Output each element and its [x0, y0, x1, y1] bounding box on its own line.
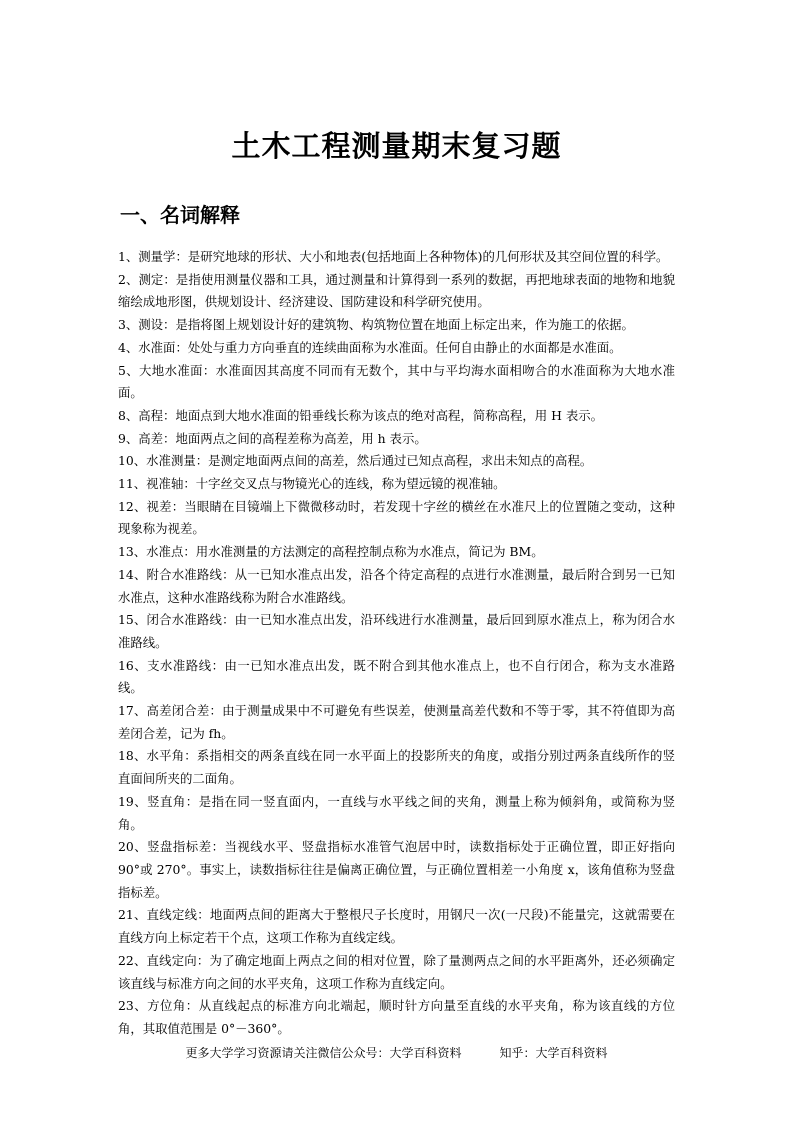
definition-entry: 8、高程：地面点到大地水准面的铅垂线长称为该点的绝对高程，简称高程，用 H 表示。 [118, 407, 604, 423]
definition-entry: 5、大地水准面：水准面因其高度不同而有无数个，其中与平均海水面相吻合的水准面称为大地水准面。 [118, 362, 675, 401]
definition-list [118, 246, 675, 1041]
definition-entry: 20、竖盘指标差：当视线水平、竖盘指标水准管气泡居中时，读数指标处于正确位置，即正好指向 90°或 270°。事实上，读数指标往往是偏离正确位置，与正确位置相差一小角度 x，该角值称为竖盘指标差。 [118, 839, 675, 900]
definition-entry: 14、附合水准路线：从一已知水准点出发，沿各个待定高程的点进行水准测量，最后附合到另一已知水准点，这种水准路线称为附合水准路线。 [118, 566, 675, 605]
definition-entry: 3、测设：是指将图上规划设计好的建筑物、构筑物位置在地面上标定出来，作为施工的依据。 [118, 317, 634, 333]
section-heading: 一、名词解释 [120, 203, 240, 227]
definition-entry: 13、水准点：用水准测量的方法测定的高程控制点称为水准点，简记为 BM。 [118, 544, 544, 560]
definition-entry: 21、直线定线：地面两点间的距离大于整根尺子长度时，用钢尺一次(一尺段)不能量完，这就需要在直线方向上标定若干个点，这项工作称为直线定线。 [118, 907, 675, 946]
definition-entry: 22、直线定向：为了确定地面上两点之间的相对位置，除了量测两点之间的水平距离外，还必须确定该直线与标准方向之间的水平夹角，这项工作称为直线定向。 [118, 952, 675, 991]
definition-entry: 2、测定：是指使用测量仪器和工具，通过测量和计算得到一系列的数据，再把地球表面的地物和地貌缩绘成地形图，供规划设计、经济建设、国防建设和科学研究使用。 [118, 271, 675, 310]
definition-entry: 9、高差：地面两点之间的高程差称为高差，用 h 表示。 [118, 430, 427, 446]
definition-entry: 4、水准面：处处与重力方向垂直的连续曲面称为水准面。任何自由静止的水面都是水准面。 [118, 339, 622, 355]
page-title: 土木工程测量期末复习题 [231, 129, 562, 163]
definition-entry: 16、支水准路线：由一已知水准点出发，既不附合到其他水准点上，也不自行闭合，称为支水准路线。 [118, 657, 675, 696]
footer-zhihu-note: 知乎：大学百科资料 [499, 1046, 608, 1060]
definition-entry: 18、水平角：系指相交的两条直线在同一水平面上的投影所夹的角度，或指分别过两条直线所作的竖直面间所夹的二面角。 [118, 748, 675, 787]
definition-entry: 19、竖直角：是指在同一竖直面内，一直线与水平线之间的夹角，测量上称为倾斜角，或简称为竖角。 [118, 793, 675, 832]
definition-entry: 11、视准轴：十字丝交叉点与物镜光心的连线，称为望远镜的视准轴。 [118, 476, 506, 492]
definition-entry: 23、方位角：从直线起点的标准方向北端起，顺时针方向量至直线的水平夹角，称为该直线的方位角，其取值范围是 0°－360°。 [118, 998, 675, 1036]
definition-entry: 10、水准测量：是测定地面两点间的高差，然后通过已知点高程，求出未知点的高程。 [118, 453, 593, 469]
footer-wechat-note: 更多大学学习资源请关注微信公众号：大学百科资料 [185, 1046, 462, 1060]
page-footer [0, 1044, 793, 1061]
definition-entry: 17、高差闭合差：由于测量成果中不可避免有些误差，使测量高差代数和不等于零，其不符值即为高差闭合差，记为 fh。 [118, 703, 675, 741]
definition-entry: 15、闭合水准路线：由一已知水准点出发，沿环线进行水准测量，最后回到原水准点上，称为闭合水准路线。 [118, 612, 675, 650]
definition-entry: 1、测量学：是研究地球的形状、大小和地表(包括地面上各种物体)的几何形状及其空间位置的科学。 [118, 249, 669, 264]
definition-entry: 12、视差：当眼睛在目镜端上下微微移动时，若发现十字丝的横丝在水准尺上的位置随之变动，这种现象称为视差。 [118, 498, 675, 537]
